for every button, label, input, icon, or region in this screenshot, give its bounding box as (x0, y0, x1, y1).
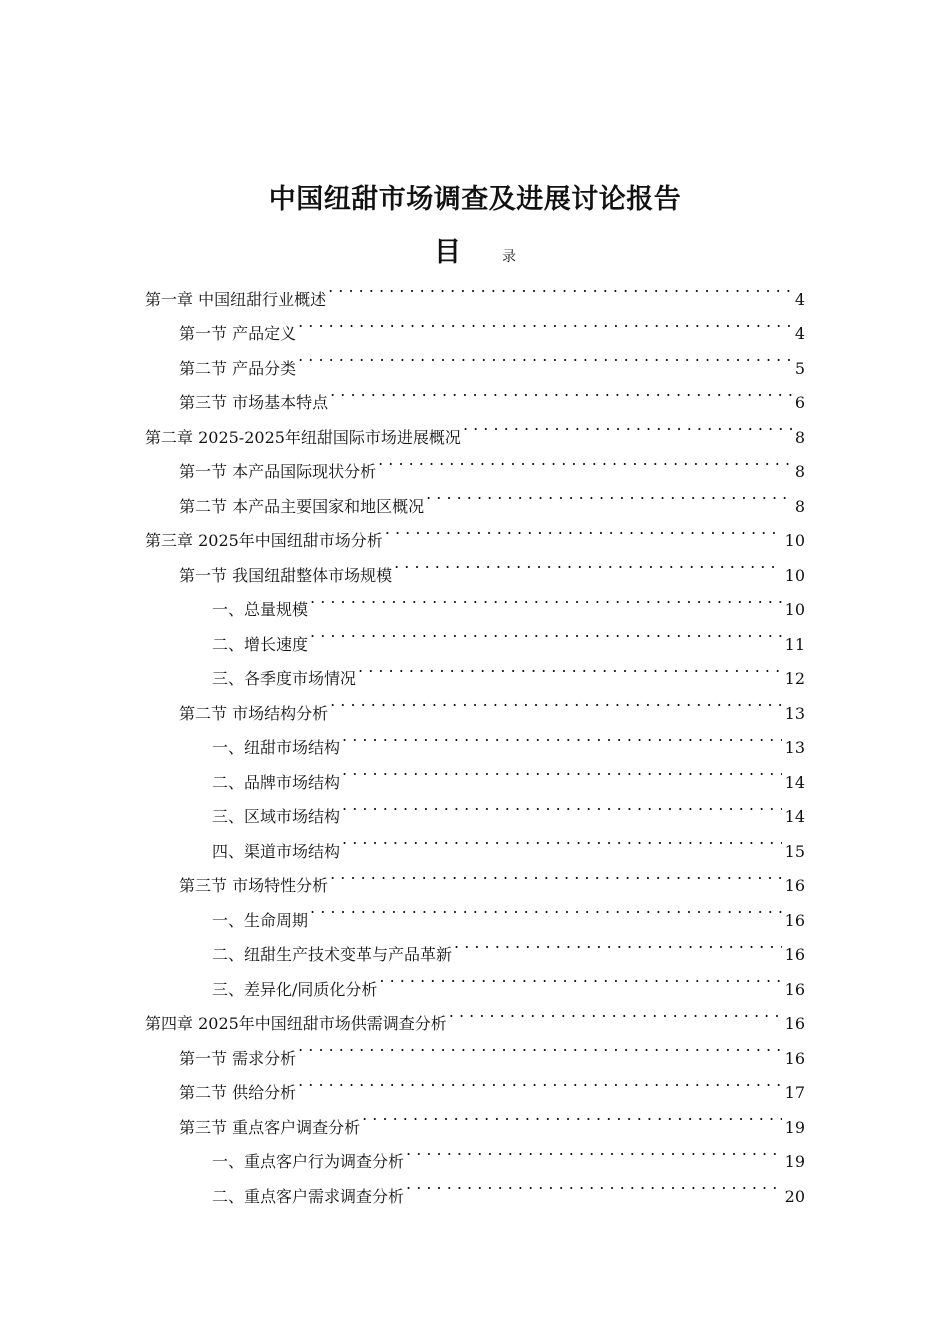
toc-entry[interactable] (0, 443, 805, 481)
toc-entry-page-number: 6 (794, 393, 805, 412)
toc-entry-label: 第二节 产品分类 (179, 358, 297, 378)
toc-entry[interactable] (0, 788, 805, 826)
toc-heading (0, 230, 950, 274)
toc-entry-page-number: 16 (784, 1048, 805, 1068)
toc-entry-label: 第三章 2025年中国纽甜市场分析 (145, 531, 383, 550)
table-of-contents (0, 270, 950, 1206)
toc-dot-leader (406, 1167, 782, 1202)
toc-entry[interactable] (0, 891, 805, 930)
toc-dot-leader (342, 822, 782, 857)
toc-entry[interactable] (0, 1098, 805, 1137)
toc-entry-page-number: 8 (794, 427, 805, 447)
toc-entry[interactable] (0, 512, 805, 550)
toc-entry[interactable] (0, 995, 805, 1033)
toc-entry-label: 第一章 中国纽甜行业概述 (145, 289, 327, 309)
toc-entry[interactable] (0, 650, 805, 688)
toc-dot-leader (330, 684, 782, 719)
toc-entry-page-number: 16 (784, 1014, 805, 1033)
toc-dot-leader (394, 546, 782, 581)
toc-entry[interactable] (0, 822, 805, 861)
toc-entry[interactable] (0, 374, 805, 412)
toc-dot-leader (330, 374, 792, 409)
toc-entry-page-number: 17 (784, 1083, 805, 1102)
toc-entry-label: 二、重点客户需求调查分析 (212, 1186, 405, 1206)
toc-dot-leader (310, 891, 782, 926)
toc-entry-label: 第二节 本产品主要国家和地区概况 (179, 496, 425, 516)
toc-dot-leader (406, 1133, 782, 1168)
toc-entry-label: 第一节 我国纽甜整体市场规模 (179, 565, 393, 585)
toc-entry-label: 二、纽甜生产技术变革与产品革新 (212, 945, 453, 964)
toc-entry-label: 第三节 重点客户调查分析 (179, 1117, 361, 1137)
toc-dot-leader (298, 1064, 782, 1099)
toc-entry-page-number: 16 (784, 979, 805, 999)
toc-entry-label: 第一节 产品定义 (179, 324, 297, 343)
toc-entry-page-number: 12 (784, 669, 805, 688)
toc-dot-leader (378, 443, 792, 478)
toc-dot-leader (426, 477, 792, 512)
toc-dot-leader (454, 926, 782, 961)
toc-entry[interactable] (0, 1167, 805, 1206)
toc-entry[interactable] (0, 339, 805, 378)
toc-entry[interactable] (0, 305, 805, 343)
toc-entry-label: 一、纽甜市场结构 (212, 738, 341, 757)
toc-entry[interactable] (0, 546, 805, 585)
toc-entry-label: 第二节 供给分析 (179, 1083, 297, 1102)
toc-entry-page-number: 14 (784, 807, 805, 826)
toc-dot-leader (463, 408, 792, 443)
toc-entry-page-number: 4 (794, 324, 805, 343)
toc-entry-page-number: 16 (784, 876, 805, 895)
toc-entry-page-number: 10 (784, 565, 805, 585)
toc-heading-char-1: 目 (433, 236, 461, 268)
toc-entry[interactable] (0, 753, 805, 792)
toc-entry-label: 一、重点客户行为调查分析 (212, 1152, 405, 1171)
toc-entry-page-number: 11 (784, 634, 805, 654)
toc-entry[interactable] (0, 408, 805, 447)
toc-entry[interactable] (0, 477, 805, 516)
toc-entry-page-number: 10 (784, 600, 805, 619)
toc-entry-page-number: 16 (784, 945, 805, 964)
toc-entry-page-number: 19 (784, 1117, 805, 1137)
toc-entry-page-number: 15 (784, 841, 805, 861)
toc-entry-label: 一、生命周期 (212, 910, 309, 930)
toc-dot-leader (362, 1098, 782, 1133)
toc-dot-leader (310, 615, 782, 650)
toc-dot-leader (358, 650, 782, 685)
toc-entry-label: 第四章 2025年中国纽甜市场供需调查分析 (145, 1014, 447, 1033)
toc-entry-page-number: 5 (794, 358, 805, 378)
toc-entry[interactable] (0, 615, 805, 654)
toc-entry-page-number: 8 (794, 496, 805, 516)
toc-heading-char-2: 录 (502, 248, 517, 265)
toc-entry-label: 第二节 市场结构分析 (179, 703, 329, 723)
toc-dot-leader (385, 512, 782, 547)
toc-entry-label: 第一节 需求分析 (179, 1048, 297, 1068)
toc-entry-label: 第二章 2025-2025年纽甜国际市场进展概况 (145, 427, 461, 447)
toc-entry[interactable] (0, 857, 805, 895)
toc-entry[interactable] (0, 719, 805, 757)
toc-entry[interactable] (0, 1029, 805, 1068)
toc-entry-label: 第三节 市场特性分析 (179, 876, 329, 895)
toc-entry[interactable] (0, 960, 805, 999)
toc-entry-label: 三、区域市场结构 (212, 807, 341, 826)
toc-entry-page-number: 10 (784, 531, 805, 550)
toc-entry-page-number: 19 (784, 1152, 805, 1171)
toc-entry[interactable] (0, 926, 805, 964)
toc-entry-label: 四、渠道市场结构 (212, 841, 341, 861)
toc-dot-leader (342, 719, 782, 754)
toc-entry[interactable] (0, 581, 805, 619)
toc-dot-leader (449, 995, 782, 1030)
toc-dot-leader (379, 960, 781, 995)
toc-entry-label: 二、增长速度 (212, 634, 309, 654)
toc-entry-label: 一、总量规模 (212, 600, 309, 619)
toc-entry-page-number: 20 (784, 1186, 805, 1206)
toc-dot-leader (298, 339, 792, 374)
toc-dot-leader (310, 581, 782, 616)
toc-dot-leader (342, 753, 782, 788)
toc-entry-page-number: 13 (784, 738, 805, 757)
toc-dot-leader (298, 305, 792, 340)
toc-entry-label: 二、品牌市场结构 (212, 772, 341, 792)
toc-entry-label: 三、各季度市场情况 (212, 669, 357, 688)
document-title: 中国纽甜市场调查及进展讨论报告 (268, 184, 682, 215)
toc-entry-label: 第一节 本产品国际现状分析 (179, 462, 377, 481)
toc-entry[interactable] (0, 1064, 805, 1102)
toc-entry-label: 第三节 市场基本特点 (179, 393, 329, 412)
toc-entry[interactable] (0, 1133, 805, 1171)
toc-entry[interactable] (0, 684, 805, 723)
toc-dot-leader (298, 1029, 782, 1064)
toc-entry-page-number: 16 (784, 910, 805, 930)
toc-entry-page-number: 13 (784, 703, 805, 723)
toc-dot-leader (342, 788, 782, 823)
toc-dot-leader (330, 857, 782, 892)
toc-entry-page-number: 4 (794, 289, 805, 309)
toc-dot-leader (328, 270, 792, 305)
toc-entry-page-number: 8 (794, 462, 805, 481)
toc-entry[interactable] (0, 270, 805, 309)
toc-entry-label: 三、差异化/同质化分析 (212, 979, 378, 999)
toc-entry-page-number: 14 (784, 772, 805, 792)
